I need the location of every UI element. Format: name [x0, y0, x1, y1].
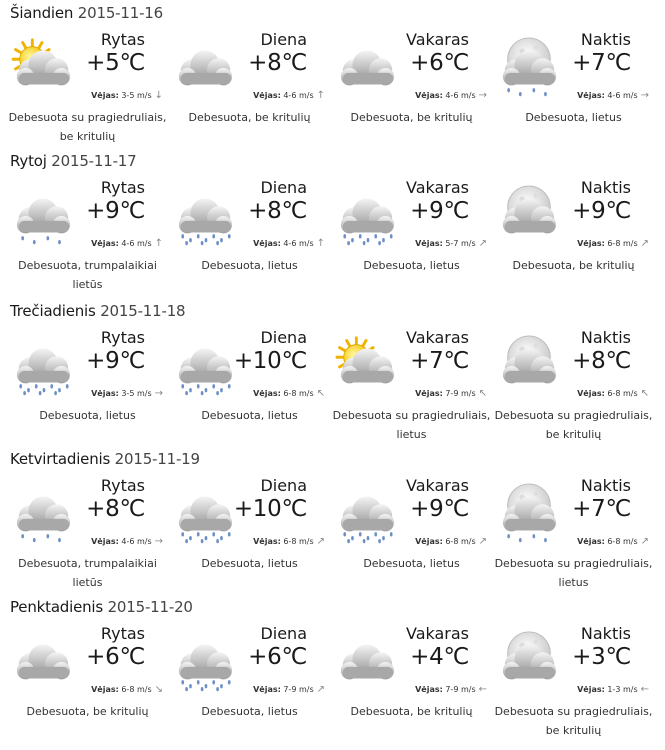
cloud-icon — [334, 630, 400, 692]
weather-description: Debesuota, trumpalaikiai lietūs — [18, 557, 157, 589]
weather-description: Debesuota, lietus — [201, 259, 298, 272]
day-date: 2015-11-18 — [100, 302, 186, 320]
day-date: 2015-11-20 — [107, 598, 193, 616]
wind-speed: 7-9 m/s — [283, 685, 314, 694]
wind-info — [253, 238, 325, 249]
period-label: Diena — [260, 178, 307, 197]
cloud-rain-icon — [334, 184, 400, 246]
wind-label: Vėjas: — [91, 91, 119, 100]
wind-info — [577, 90, 649, 101]
moon-cloud-icon — [496, 630, 562, 692]
wind-direction-icon: ↗ — [478, 536, 487, 547]
period-label: Vakaras — [405, 30, 469, 49]
forecast-period — [330, 178, 493, 296]
wind-direction-icon: ↖ — [478, 388, 487, 399]
wind-speed: 6-8 m/s — [283, 389, 314, 398]
wind-label: Vėjas: — [415, 239, 443, 248]
forecast-period — [6, 178, 169, 296]
wind-speed: 7-9 m/s — [445, 685, 476, 694]
temperature: +6℃ — [410, 50, 469, 76]
weather-description: Debesuota su pragiedruliais, be kritulių — [494, 409, 653, 441]
forecast-period — [492, 476, 655, 594]
cloud-icon — [334, 36, 400, 98]
temperature: +8℃ — [248, 198, 307, 224]
wind-direction-icon: ↗ — [640, 238, 649, 249]
wind-speed: 4-6 m/s — [283, 91, 314, 100]
wind-speed: 4-6 m/s — [121, 239, 152, 248]
period-label: Rytas — [100, 624, 145, 643]
wind-label: Vėjas: — [253, 537, 281, 546]
forecast-day — [0, 0, 665, 148]
wind-info — [91, 388, 163, 399]
day-title — [10, 4, 163, 22]
moon-cloud-light-rain-icon — [496, 36, 562, 98]
forecast-period — [330, 30, 493, 148]
wind-info — [253, 536, 325, 547]
wind-direction-icon: → — [154, 536, 163, 547]
wind-label: Vėjas: — [577, 389, 605, 398]
temperature: +4℃ — [410, 644, 469, 670]
wind-label: Vėjas: — [253, 685, 281, 694]
forecast-period — [6, 328, 169, 446]
wind-speed: 7-9 m/s — [445, 389, 476, 398]
forecast-period — [168, 624, 331, 742]
forecast-period — [168, 30, 331, 148]
temperature: +9℃ — [86, 198, 145, 224]
weather-description: Debesuota, lietus — [363, 557, 460, 570]
wind-info — [415, 90, 487, 101]
wind-info — [577, 388, 649, 399]
temperature: +8℃ — [86, 496, 145, 522]
weather-description: Debesuota, be kritulių — [350, 705, 473, 718]
period-label: Vakaras — [405, 178, 469, 197]
temperature: +7℃ — [572, 496, 631, 522]
wind-info — [577, 684, 649, 695]
weather-description: Debesuota su pragiedruliais, lietus — [494, 557, 653, 589]
wind-label: Vėjas: — [91, 239, 119, 248]
wind-info — [415, 536, 487, 547]
period-label: Naktis — [580, 476, 631, 495]
period-label: Rytas — [100, 476, 145, 495]
wind-info — [91, 238, 163, 249]
weather-description: Debesuota, lietus — [525, 111, 622, 124]
period-label: Rytas — [100, 178, 145, 197]
wind-label: Vėjas: — [415, 91, 443, 100]
period-label: Vakaras — [405, 328, 469, 347]
wind-direction-icon: ↑ — [154, 238, 163, 249]
wind-label: Vėjas: — [415, 685, 443, 694]
wind-speed: 3-5 m/s — [121, 91, 152, 100]
wind-info — [415, 238, 487, 249]
forecast-period — [330, 624, 493, 742]
temperature: +7℃ — [410, 348, 469, 374]
wind-label: Vėjas: — [577, 239, 605, 248]
wind-direction-icon: ↑ — [316, 238, 325, 249]
period-label: Naktis — [580, 30, 631, 49]
day-date: 2015-11-19 — [114, 450, 200, 468]
wind-direction-icon: ↗ — [640, 536, 649, 547]
wind-speed: 6-8 m/s — [121, 685, 152, 694]
forecast-period — [168, 476, 331, 594]
forecast-period — [168, 328, 331, 446]
day-title — [10, 302, 185, 320]
weather-description: Debesuota, be kritulių — [26, 705, 149, 718]
forecast-period — [492, 624, 655, 742]
day-name: Rytoj — [10, 152, 47, 170]
wind-direction-icon: → — [640, 90, 649, 101]
cloud-rain-icon — [10, 334, 76, 396]
weather-description: Debesuota, lietus — [201, 705, 298, 718]
period-label: Naktis — [580, 624, 631, 643]
weather-description: Debesuota, be kritulių — [188, 111, 311, 124]
weather-description: Debesuota su pragiedruliais, be kritulių — [8, 111, 167, 143]
sun-cloud-icon — [334, 334, 400, 396]
cloud-icon — [10, 630, 76, 692]
day-name: Šiandien — [10, 4, 74, 22]
wind-speed: 4-6 m/s — [607, 91, 638, 100]
wind-direction-icon: ↗ — [316, 536, 325, 547]
wind-direction-icon: ← — [478, 684, 487, 695]
wind-speed: 6-8 m/s — [607, 537, 638, 546]
forecast-day — [0, 446, 665, 594]
wind-speed: 4-6 m/s — [445, 91, 476, 100]
wind-info — [577, 238, 649, 249]
wind-speed: 6-8 m/s — [445, 537, 476, 546]
wind-speed: 1-3 m/s — [607, 685, 638, 694]
temperature: +9℃ — [410, 198, 469, 224]
period-label: Diena — [260, 328, 307, 347]
forecast-period — [6, 624, 169, 742]
temperature: +8℃ — [248, 50, 307, 76]
wind-direction-icon: → — [478, 90, 487, 101]
moon-cloud-light-rain-icon — [496, 482, 562, 544]
cloud-rain-icon — [172, 184, 238, 246]
cloud-rain-icon — [334, 482, 400, 544]
cloud-rain-icon — [172, 482, 238, 544]
wind-speed: 3-5 m/s — [121, 389, 152, 398]
wind-speed: 4-6 m/s — [283, 239, 314, 248]
wind-direction-icon: ↘ — [154, 684, 163, 695]
period-label: Rytas — [100, 328, 145, 347]
weather-description: Debesuota, trumpalaikiai lietūs — [18, 259, 157, 291]
day-date: 2015-11-16 — [77, 4, 163, 22]
moon-cloud-icon — [496, 184, 562, 246]
weather-description: Debesuota, lietus — [363, 259, 460, 272]
wind-speed: 6-8 m/s — [283, 537, 314, 546]
weather-description: Debesuota su pragiedruliais, be kritulių — [494, 705, 653, 737]
forecast-period — [330, 328, 493, 446]
weather-description: Debesuota su pragiedruliais, lietus — [332, 409, 491, 441]
wind-label: Vėjas: — [253, 239, 281, 248]
day-name: Ketvirtadienis — [10, 450, 111, 468]
partly-cloudy-sun-icon — [10, 36, 76, 98]
wind-speed: 6-8 m/s — [607, 389, 638, 398]
wind-info — [91, 90, 163, 101]
cloud-rain-icon — [172, 334, 238, 396]
wind-info — [91, 684, 163, 695]
forecast-day — [0, 594, 665, 742]
wind-info — [253, 388, 325, 399]
temperature: +10℃ — [233, 348, 307, 374]
day-title — [10, 450, 200, 468]
day-date: 2015-11-17 — [51, 152, 137, 170]
temperature: +3℃ — [572, 644, 631, 670]
wind-direction-icon: ↗ — [478, 238, 487, 249]
wind-info — [91, 536, 163, 547]
wind-direction-icon: ↖ — [316, 388, 325, 399]
period-label: Naktis — [580, 328, 631, 347]
cloud-rain-icon — [172, 630, 238, 692]
forecast-period — [492, 178, 655, 296]
wind-label: Vėjas: — [415, 537, 443, 546]
forecast-period — [492, 30, 655, 148]
temperature: +5℃ — [86, 50, 145, 76]
wind-label: Vėjas: — [91, 685, 119, 694]
period-label: Diena — [260, 476, 307, 495]
forecast-period — [492, 328, 655, 446]
wind-label: Vėjas: — [253, 389, 281, 398]
forecast-day — [0, 148, 665, 296]
wind-direction-icon: ← — [640, 684, 649, 695]
cloud-light-rain-icon — [10, 184, 76, 246]
forecast-period — [6, 30, 169, 148]
wind-direction-icon: ↓ — [154, 90, 163, 101]
weather-description: Debesuota, be kritulių — [350, 111, 473, 124]
weather-description: Debesuota, lietus — [39, 409, 136, 422]
temperature: +6℃ — [86, 644, 145, 670]
period-label: Rytas — [100, 30, 145, 49]
wind-label: Vėjas: — [91, 389, 119, 398]
day-name: Trečiadienis — [10, 302, 96, 320]
wind-label: Vėjas: — [577, 537, 605, 546]
forecast-period — [168, 178, 331, 296]
wind-label: Vėjas: — [253, 91, 281, 100]
wind-info — [253, 684, 325, 695]
wind-direction-icon: → — [154, 388, 163, 399]
cloud-light-rain-icon — [10, 482, 76, 544]
forecast-period — [330, 476, 493, 594]
wind-info — [415, 388, 487, 399]
wind-info — [577, 536, 649, 547]
wind-label: Vėjas: — [577, 685, 605, 694]
wind-speed: 4-6 m/s — [121, 537, 152, 546]
period-label: Naktis — [580, 178, 631, 197]
forecast-period — [6, 476, 169, 594]
wind-info — [253, 90, 325, 101]
wind-info — [415, 684, 487, 695]
temperature: +9℃ — [572, 198, 631, 224]
weather-description: Debesuota, lietus — [201, 557, 298, 570]
wind-label: Vėjas: — [577, 91, 605, 100]
day-name: Penktadienis — [10, 598, 104, 616]
day-title — [10, 598, 193, 616]
wind-direction-icon: ↑ — [316, 90, 325, 101]
wind-label: Vėjas: — [91, 537, 119, 546]
temperature: +7℃ — [572, 50, 631, 76]
weather-description: Debesuota, be kritulių — [512, 259, 635, 272]
temperature: +9℃ — [86, 348, 145, 374]
weather-description: Debesuota, lietus — [201, 409, 298, 422]
moon-cloud-icon — [496, 334, 562, 396]
wind-speed: 6-8 m/s — [607, 239, 638, 248]
day-title — [10, 152, 136, 170]
temperature: +10℃ — [233, 496, 307, 522]
temperature: +6℃ — [248, 644, 307, 670]
period-label: Diena — [260, 624, 307, 643]
temperature: +8℃ — [572, 348, 631, 374]
wind-direction-icon: ↗ — [316, 684, 325, 695]
wind-speed: 5-7 m/s — [445, 239, 476, 248]
wind-direction-icon: ↖ — [640, 388, 649, 399]
temperature: +9℃ — [410, 496, 469, 522]
period-label: Diena — [260, 30, 307, 49]
period-label: Vakaras — [405, 624, 469, 643]
period-label: Vakaras — [405, 476, 469, 495]
cloud-icon — [172, 36, 238, 98]
forecast-day — [0, 298, 665, 446]
wind-label: Vėjas: — [415, 389, 443, 398]
